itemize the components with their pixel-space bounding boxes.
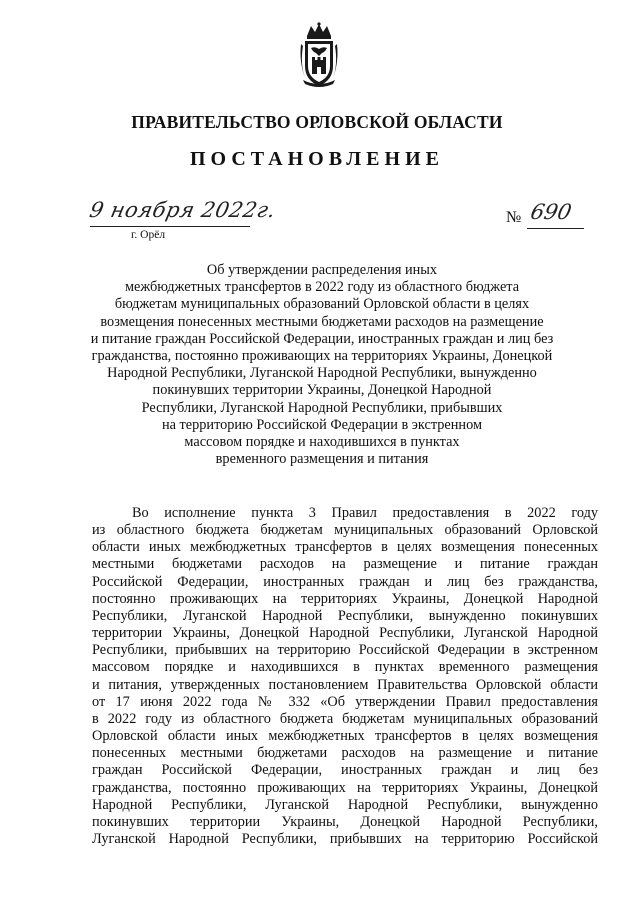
body-line: области иных межбюджетных трансфертов в целях возмещения понесенных (92, 539, 598, 556)
subject-line: бюджетам муниципальных образований Орловской области в целях (114, 296, 530, 313)
subject-line: на территорию Российской Федерации в экстренном (161, 416, 483, 433)
body-line: Во исполнение пункта 3 Правил предоставления в 2022 году (132, 505, 598, 521)
body-line: местными бюджетами расходов на размещение и питание граждан (92, 556, 598, 573)
body-line: понесенных местными бюджетами расходов на размещение и питание (92, 745, 598, 762)
decree-body (92, 505, 598, 848)
subject-line: межбюджетных трансфертов в 2022 году из областного бюджета (124, 279, 520, 296)
subject-line: возмещения понесенных местными бюджетами расходов на размещение (100, 313, 544, 330)
body-line: покинувших территории Украины, Донецкой Народной Республики, (92, 813, 598, 830)
number-sign: № (506, 209, 522, 226)
decree-subject (60, 262, 584, 468)
subject-line: Республики, Луганской Народной Республики, прибывших (141, 399, 503, 416)
body-line: Луганской Народной Республики, прибывших на территорию Российской (92, 830, 598, 847)
number-underline (527, 228, 584, 229)
subject-line: и питание граждан Российской Федерации, иностранных граждан и лиц без (90, 330, 554, 347)
body-line: Российской Федерации, иностранных граждан и лиц без гражданства, (92, 573, 598, 590)
coat-of-arms-icon (297, 22, 341, 88)
subject-line: гражданства, постоянно проживающих на территориях Украины, Донецкой (91, 348, 553, 365)
body-line: в 2022 году из областного бюджета бюджетам муниципальных образований (92, 710, 598, 727)
document-type-title: ПОСТАНОВЛЕНИЕ (190, 148, 444, 170)
body-line: гражданства, постоянно проживающих на территориях Украины, Донецкой (92, 779, 598, 796)
body-line: Республики, Луганской Народной Республики, вынужденно покинувших (92, 607, 598, 624)
decree-date-handwritten: 9 ноября 2022г. (87, 198, 279, 222)
subject-line: Народной Республики, Луганской Народной Республики, вынужденно (107, 365, 537, 382)
government-name: ПРАВИТЕЛЬСТВО ОРЛОВСКОЙ ОБЛАСТИ (131, 112, 503, 132)
body-line: Орловской области иных межбюджетных трансфертов в целях возмещения (92, 728, 598, 745)
body-line: граждан Российской Федерации, иностранных граждан и лиц без (92, 762, 598, 779)
date-underline (90, 226, 250, 227)
body-line: из областного бюджета бюджетам муниципальных образований Орловской (92, 522, 598, 539)
subject-line: временного размещения и питания (215, 451, 429, 468)
body-line: от 17 июня 2022 года № 332 «Об утверждении Правил предоставления (92, 693, 598, 710)
subject-line: массовом порядке и находившихся в пунктах (184, 434, 460, 451)
body-line: Народной Республики, Луганской Народной Республики, вынужденно (92, 796, 598, 813)
body-line: Республики, прибывших на территорию Российской Федерации в экстренном (92, 642, 598, 659)
body-line: массовом порядке и находившихся в пунктах временного размещения (92, 659, 598, 676)
subject-line: Об утверждении распределения иных (206, 262, 438, 278)
body-line: постоянно проживающих на территориях Украины, Донецкой Народной (92, 590, 598, 607)
body-line: территории Украины, Донецкой Народной Республики, Луганской Народной (92, 625, 598, 642)
decree-city: г. Орёл (131, 229, 166, 241)
body-line: и питания, утвержденных постановлением Правительства Орловской области (92, 676, 598, 693)
subject-line: покинувших территории Украины, Донецкой Народной (152, 382, 492, 399)
decree-number-handwritten: 690 (528, 200, 574, 224)
